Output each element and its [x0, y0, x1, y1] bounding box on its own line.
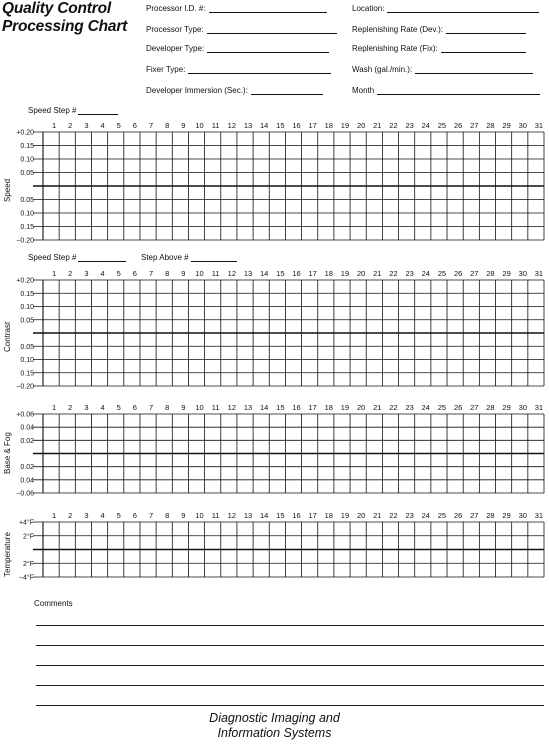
speed-tick-label: +0.20 — [16, 129, 34, 137]
contrast-day-label: 8 — [165, 269, 170, 278]
speed-tick-label: 0.05 — [20, 170, 34, 177]
temperature-axis-title: Temperature — [3, 532, 12, 577]
temperature-day-label: 8 — [165, 511, 170, 520]
speed-day-label: 17 — [308, 121, 317, 130]
temperature-day-label: 7 — [148, 511, 154, 520]
fixer-type-field[interactable] — [146, 65, 331, 74]
developer-type-blank[interactable] — [207, 44, 329, 53]
temperature-day-label: 14 — [260, 511, 269, 520]
temperature-chart[interactable] — [0, 508, 549, 583]
temperature-day-label: 28 — [486, 511, 495, 520]
fixer-type-label: Fixer Type: — [146, 65, 186, 74]
developer-immersion-blank[interactable] — [251, 86, 323, 95]
temperature-grid[interactable] — [19, 511, 544, 582]
base-fog-day-label: 21 — [373, 403, 382, 412]
speed-step-field[interactable] — [28, 106, 118, 115]
temperature-day-label: 29 — [502, 511, 511, 520]
speed-day-label: 20 — [356, 121, 366, 130]
contrast-day-label: 26 — [453, 269, 463, 278]
developer-type-field[interactable] — [146, 44, 329, 53]
comment-line[interactable] — [36, 645, 544, 646]
month-label: Month — [352, 86, 375, 95]
comment-line[interactable] — [36, 665, 544, 666]
temperature-day-label: 6 — [132, 511, 137, 520]
temperature-tick-label: −4°F — [18, 574, 34, 582]
contrast-day-label: 29 — [502, 269, 511, 278]
speed-tick-label: 0.05 — [20, 197, 34, 204]
base-fog-day-label: 22 — [389, 403, 398, 412]
base-fog-day-label: 8 — [165, 403, 170, 412]
base-fog-grid[interactable] — [16, 403, 544, 498]
base-fog-day-label: 27 — [470, 403, 479, 412]
temperature-tick-label: 2°F — [23, 533, 34, 541]
contrast-day-label: 21 — [373, 269, 382, 278]
temperature-tick-label: +4°F — [18, 519, 34, 527]
contrast-tick-label: 0.15 — [20, 290, 34, 298]
base-fog-day-label: 25 — [437, 403, 447, 412]
base-fog-tick-label: 0.02 — [20, 437, 34, 445]
temperature-day-label: 25 — [437, 511, 447, 520]
contrast-tick-label: 0.05 — [20, 343, 34, 351]
contrast-day-label: 15 — [276, 269, 285, 278]
base-fog-day-label: 2 — [68, 403, 73, 412]
temperature-day-label: 21 — [373, 511, 382, 520]
base-fog-day-label: 11 — [211, 403, 220, 412]
base-fog-day-label: 3 — [84, 403, 89, 412]
contrast-day-label: 28 — [486, 269, 495, 278]
speed-day-label: 7 — [148, 121, 154, 130]
base-fog-day-label: 14 — [260, 403, 269, 412]
speed-tick-label: −0.20 — [16, 237, 34, 245]
contrast-tick-label: 0.05 — [20, 317, 34, 325]
comment-line[interactable] — [36, 625, 544, 626]
base-fog-tick-label: 0.02 — [20, 464, 34, 472]
base-fog-day-label: 26 — [453, 403, 463, 412]
location-label: Location: — [352, 4, 385, 13]
speed-grid[interactable] — [16, 121, 544, 245]
speed-day-label: 18 — [324, 121, 333, 130]
base-fog-day-label: 13 — [243, 403, 253, 412]
speed-day-label: 22 — [389, 121, 398, 130]
speed-chart[interactable] — [0, 120, 549, 250]
temperature-tick-label: 2°F — [23, 560, 34, 568]
base-fog-day-label: 1 — [51, 403, 57, 412]
contrast-day-label: 18 — [324, 269, 333, 278]
temperature-day-label: 30 — [518, 511, 527, 520]
contrast-day-label: 31 — [534, 269, 544, 278]
contrast-speed-step-field[interactable] — [28, 253, 126, 262]
replenishing-fix-field[interactable] — [352, 44, 526, 53]
temperature-day-label: 1 — [51, 511, 57, 520]
temperature-day-label: 20 — [356, 511, 366, 520]
comment-line[interactable] — [36, 705, 544, 706]
speed-step-label: Speed Step # — [28, 106, 77, 115]
step-above-label: Step Above # — [141, 253, 189, 262]
step-above-field[interactable] — [141, 253, 237, 262]
base-fog-day-label: 6 — [132, 403, 137, 412]
speed-day-label: 8 — [165, 121, 170, 130]
temperature-day-label: 13 — [243, 511, 253, 520]
temperature-day-label: 11 — [211, 511, 220, 520]
temperature-day-label: 22 — [389, 511, 398, 520]
temperature-day-label: 12 — [227, 511, 237, 520]
month-field[interactable] — [352, 86, 540, 95]
base-fog-day-label: 28 — [486, 403, 495, 412]
contrast-day-label: 14 — [260, 269, 269, 278]
processor-type-label: Processor Type: — [146, 25, 204, 34]
contrast-tick-label: +0.20 — [16, 277, 34, 285]
speed-day-label: 24 — [421, 121, 430, 130]
temperature-day-label: 9 — [181, 511, 186, 520]
speed-day-label: 5 — [116, 121, 121, 130]
title-line-1: Quality Control — [2, 0, 111, 17]
location-field[interactable] — [352, 4, 539, 13]
speed-day-label: 4 — [100, 121, 105, 130]
speed-day-label: 26 — [453, 121, 463, 130]
base-fog-day-label: 31 — [534, 403, 544, 412]
base-fog-tick-label: 0.04 — [20, 424, 34, 432]
processor-type-field[interactable] — [146, 25, 337, 34]
base-fog-day-label: 18 — [324, 403, 333, 412]
footer — [0, 711, 549, 741]
contrast-day-label: 19 — [340, 269, 350, 278]
wash-rate-field[interactable] — [352, 65, 533, 74]
contrast-day-label: 12 — [227, 269, 237, 278]
speed-day-label: 25 — [437, 121, 447, 130]
contrast-tick-label: 0.15 — [20, 370, 34, 378]
base-fog-day-label: 4 — [100, 403, 105, 412]
replenishing-dev-field[interactable] — [352, 25, 526, 34]
speed-tick-label: 0.10 — [20, 156, 34, 164]
base-fog-day-label: 10 — [195, 403, 204, 412]
month-blank[interactable] — [377, 86, 540, 95]
contrast-day-label: 4 — [100, 269, 105, 278]
contrast-day-label: 30 — [518, 269, 527, 278]
speed-day-label: 27 — [470, 121, 479, 130]
footer-line-1: Diagnostic Imaging and — [209, 711, 340, 725]
base-fog-day-label: 9 — [181, 403, 186, 412]
temperature-day-label: 3 — [84, 511, 89, 520]
comment-line[interactable] — [36, 685, 544, 686]
temperature-day-label: 10 — [195, 511, 204, 520]
developer-type-label: Developer Type: — [146, 44, 205, 53]
speed-day-label: 29 — [502, 121, 511, 130]
speed-day-label: 31 — [534, 121, 544, 130]
contrast-day-label: 3 — [84, 269, 89, 278]
contrast-day-label: 23 — [405, 269, 414, 278]
speed-day-label: 3 — [84, 121, 89, 130]
speed-day-label: 1 — [51, 121, 57, 130]
speed-axis-title: Speed — [3, 178, 12, 202]
base-fog-day-label: 5 — [116, 403, 121, 412]
temperature-day-label: 24 — [421, 511, 430, 520]
temperature-day-label: 5 — [116, 511, 121, 520]
contrast-day-label: 5 — [116, 269, 121, 278]
base-fog-tick-label: −0.06 — [16, 490, 34, 498]
contrast-tick-label: 0.10 — [20, 304, 34, 311]
footer-line-2: Information Systems — [217, 726, 332, 740]
contrast-day-label: 16 — [292, 269, 301, 278]
base-fog-day-label: 24 — [421, 403, 430, 412]
developer-immersion-label: Developer Immersion (Sec.): — [146, 86, 248, 95]
speed-day-label: 19 — [340, 121, 350, 130]
base-fog-day-label: 17 — [308, 403, 317, 412]
contrast-tick-label: −0.20 — [16, 383, 34, 391]
temperature-day-label: 26 — [453, 511, 463, 520]
base-fog-chart[interactable] — [0, 403, 549, 498]
base-fog-day-label: 29 — [502, 403, 511, 412]
contrast-day-label: 27 — [470, 269, 479, 278]
speed-tick-label: 0.15 — [20, 143, 34, 150]
speed-day-label: 21 — [373, 121, 382, 130]
temperature-day-label: 2 — [68, 511, 73, 520]
speed-day-label: 23 — [405, 121, 414, 130]
step-above-blank[interactable] — [191, 253, 237, 262]
contrast-chart[interactable] — [0, 268, 549, 398]
contrast-day-label: 22 — [389, 269, 398, 278]
speed-day-label: 9 — [181, 121, 186, 130]
fixer-type-blank[interactable] — [188, 65, 331, 74]
wash-rate-blank[interactable] — [415, 65, 533, 74]
contrast-day-label: 2 — [68, 269, 73, 278]
base-fog-day-label: 23 — [405, 403, 414, 412]
speed-day-label: 10 — [195, 121, 204, 130]
temperature-day-label: 4 — [100, 511, 105, 520]
contrast-day-label: 6 — [132, 269, 137, 278]
replenishing-fix-label: Replenishing Rate (Fix): — [352, 44, 438, 53]
contrast-day-label: 24 — [421, 269, 430, 278]
base-fog-day-label: 16 — [292, 403, 301, 412]
form-title — [2, 0, 127, 36]
contrast-day-label: 10 — [195, 269, 204, 278]
speed-day-label: 28 — [486, 121, 495, 130]
contrast-day-label: 17 — [308, 269, 317, 278]
base-fog-day-label: 7 — [148, 403, 154, 412]
developer-immersion-field[interactable] — [146, 86, 323, 95]
contrast-day-label: 1 — [51, 269, 57, 278]
speed-day-label: 30 — [518, 121, 527, 130]
processor-type-blank[interactable] — [207, 25, 337, 34]
speed-day-label: 11 — [211, 121, 220, 130]
replenishing-dev-blank[interactable] — [446, 25, 526, 34]
speed-day-label: 13 — [243, 121, 253, 130]
contrast-day-label: 7 — [148, 269, 154, 278]
speed-day-label: 14 — [260, 121, 269, 130]
location-blank[interactable] — [387, 4, 539, 13]
temperature-day-label: 15 — [276, 511, 285, 520]
base-fog-tick-label: 0.04 — [20, 477, 34, 485]
processor-id-field[interactable] — [146, 4, 327, 13]
speed-tick-label: 0.10 — [20, 210, 34, 218]
contrast-grid[interactable] — [16, 269, 544, 391]
speed-day-label: 6 — [132, 121, 137, 130]
base-fog-day-label: 12 — [227, 403, 237, 412]
temperature-day-label: 27 — [470, 511, 479, 520]
speed-day-label: 16 — [292, 121, 301, 130]
temperature-day-label: 16 — [292, 511, 301, 520]
wash-rate-label: Wash (gal./min.): — [352, 65, 413, 74]
contrast-speed-step-blank[interactable] — [78, 253, 126, 262]
base-fog-tick-label: +0.06 — [16, 411, 34, 419]
base-fog-day-label: 20 — [356, 403, 366, 412]
speed-day-label: 15 — [276, 121, 285, 130]
base-fog-day-label: 19 — [340, 403, 350, 412]
contrast-tick-label: 0.10 — [20, 357, 34, 364]
temperature-day-label: 17 — [308, 511, 317, 520]
temperature-day-label: 19 — [340, 511, 350, 520]
contrast-day-label: 13 — [243, 269, 253, 278]
speed-tick-label: 0.15 — [20, 224, 34, 231]
comments-label: Comments — [34, 599, 73, 608]
contrast-day-label: 11 — [211, 269, 220, 278]
speed-step-blank[interactable] — [78, 106, 118, 115]
temperature-day-label: 31 — [534, 511, 544, 520]
contrast-day-label: 25 — [437, 269, 447, 278]
base-fog-axis-title: Base & Fog — [3, 432, 12, 474]
temperature-day-label: 23 — [405, 511, 414, 520]
processor-id-blank[interactable] — [209, 4, 327, 13]
contrast-day-label: 9 — [181, 269, 186, 278]
title-line-2: Processing Chart — [2, 18, 128, 35]
contrast-axis-title: Contrast — [3, 321, 12, 352]
replenishing-fix-blank[interactable] — [441, 44, 526, 53]
speed-day-label: 2 — [68, 121, 73, 130]
base-fog-day-label: 30 — [518, 403, 527, 412]
processor-id-label: Processor I.D. #: — [146, 4, 206, 13]
contrast-speed-step-label: Speed Step # — [28, 253, 77, 262]
contrast-day-label: 20 — [356, 269, 366, 278]
replenishing-dev-label: Replenishing Rate (Dev.): — [352, 25, 444, 34]
temperature-day-label: 18 — [324, 511, 333, 520]
speed-day-label: 12 — [227, 121, 237, 130]
base-fog-day-label: 15 — [276, 403, 285, 412]
